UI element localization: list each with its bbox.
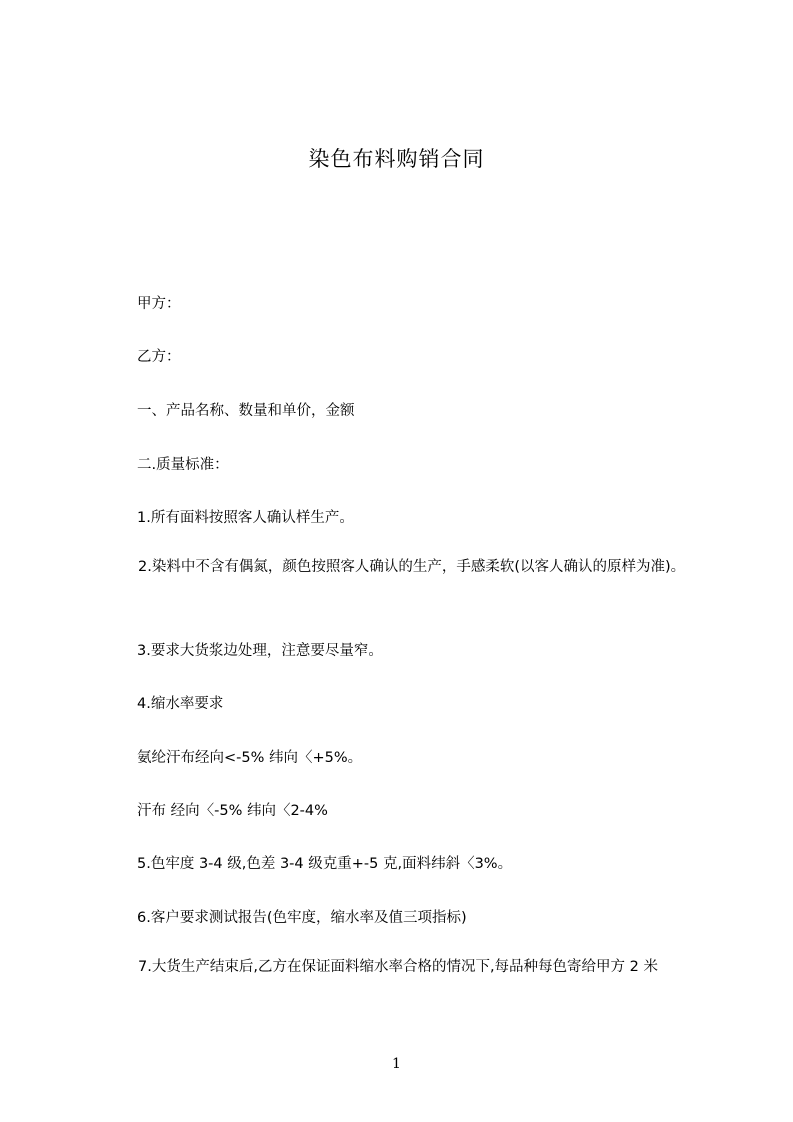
section-heading-quality: 二.质量标准： (137, 457, 229, 473)
page-number: 1 (392, 1056, 401, 1072)
section-heading-products: 一、产品名称、数量和单价，金额 (137, 403, 355, 419)
quality-item-1: 1.所有面料按照客人确认样生产。 (137, 510, 354, 526)
shrinkage-spandex-jersey: 氨纶汗布经向<-5% 纬向〈+5%。 (137, 750, 363, 766)
quality-item-2: 2.染料中不含有偶氮，颜色按照客人确认的生产，手感柔软(以客人确认的原样为准)。 (138, 559, 686, 575)
quality-item-6: 6.客户要求测试报告(色牢度，缩水率及值三项指标) (137, 910, 467, 926)
party-b-label: 乙方： (137, 349, 181, 365)
document-title: 染色布料购销合同 (308, 147, 485, 171)
quality-item-3: 3.要求大货浆边处理，注意要尽量窄。 (137, 643, 383, 659)
shrinkage-jersey: 汗布 经向〈-5% 纬向〈2-4% (137, 803, 328, 819)
party-a-label: 甲方： (137, 296, 181, 312)
quality-item-7: 7.大货生产结束后,乙方在保证面料缩水率合格的情况下,每品种每色寄给甲方 2 米 (138, 959, 658, 975)
quality-item-5: 5.色牢度 3-4 级,色差 3-4 级克重+-5 克,面料纬斜〈3%。 (137, 856, 513, 872)
quality-item-4: 4.缩水率要求 (137, 696, 224, 712)
